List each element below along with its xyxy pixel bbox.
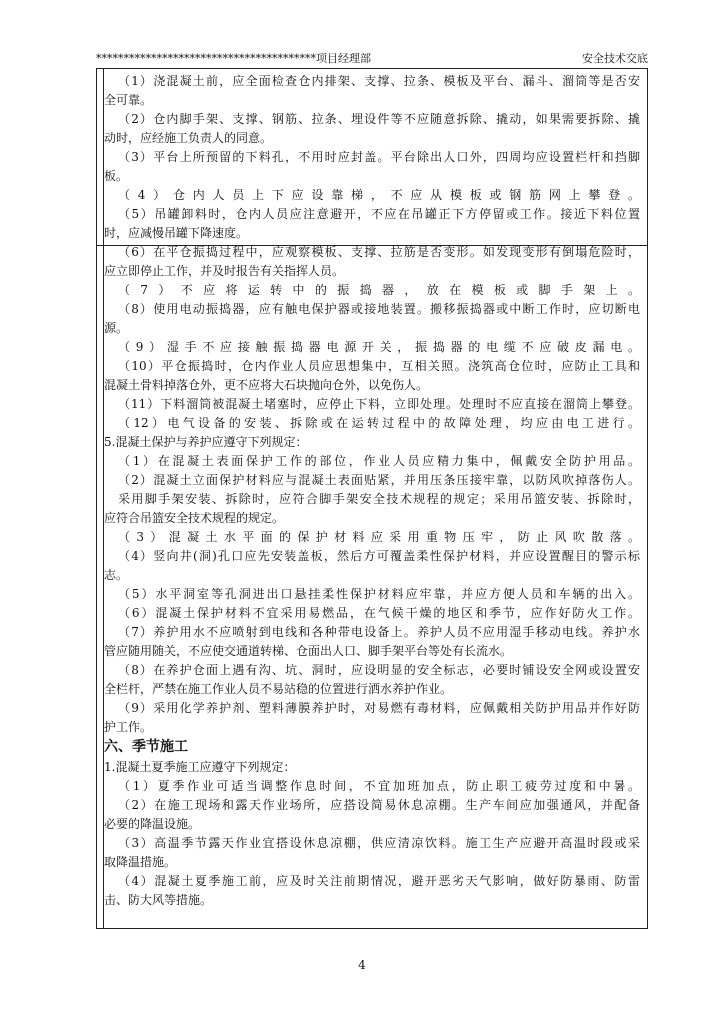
text-line: 源。 (104, 321, 129, 335)
text-line: （2）在施工现场和露天作业场所，应搭设简易休息凉棚。生产车间应加强通风，并配备 (118, 798, 640, 812)
text-line: （4）竖向井(洞)孔口应先安装盖板，然后方可覆盖柔性保护材料，并应设置醒目的警示标 (118, 549, 640, 563)
text-line: （1）夏季作业可适当调整作息时间，不宜加班加点，防止职工疲劳过度和中暑。 (118, 779, 640, 793)
header-doc-type: 安全技术交底 (582, 52, 648, 65)
text-line: （4）仓内人员上下应设靠梯，不应从模板或钢筋网上攀登。 (118, 188, 640, 202)
text-line: （9）采用化学养护剂、塑料薄膜养护时，对易燃有毒材料，应佩戴相关防护用品并作好防 (118, 701, 640, 715)
text-line: 管应随用随关，不应使交通道转梯、仓面出人口、脚手架平台等处有长流水。 (104, 644, 513, 658)
text-line: 击、防大风等措施。 (104, 893, 213, 907)
text-line: 全可靠。 (104, 93, 153, 107)
text-line: （2）仓内脚手架、支撑、钢筋、拉条、埋设件等不应随意拆除、撬动，如果需要拆除、撬 (118, 112, 640, 126)
page-number: 4 (358, 958, 366, 972)
text-line: （6）在平仓振捣过程中，应观察模板、支撑、拉筋是否变形。如发现变形有倒塌危险时， (118, 245, 640, 259)
text-line: 取降温措施。 (104, 855, 177, 869)
text-line: 5.混凝土保护与养护应遵守下列规定： (104, 435, 308, 449)
text-line: 时，应减慢吊罐下降速度。 (104, 226, 249, 240)
text-line: 混凝土骨料掉落仓外，更不应将大石块抛向仓外，以免伤人。 (104, 378, 429, 392)
text-line: （7）养护用水不应喷射到电线和各种带电设备上。养护人员不应用湿手移动电线。养护水 (118, 625, 640, 639)
section-summer-construction (104, 758, 640, 910)
text-line: （12）电气设备的安装、拆除或在运转过程中的故障处理，均应由电工进行。 (118, 416, 640, 430)
text-line: （5）吊罐卸料时，仓内人员应注意避开，不应在吊罐正下方停留或工作。接近下料位置 (118, 207, 640, 221)
text-line: 动时，应经施工负责人的同意。 (104, 131, 273, 145)
text-line: 志。 (104, 568, 129, 582)
text-line: （5）水平洞室等孔洞进出口悬挂柔性保护材料应牢靠，并应方便人员和车辆的出入。 (118, 587, 640, 601)
section-concrete-pouring-checks (104, 72, 640, 243)
text-line: （9）湿手不应接触振捣器电源开关，振捣器的电缆不应破皮漏电。 (118, 340, 640, 354)
text-line: （1）在混凝土表面保护工作的部位，作业人员应精力集中，佩戴安全防护用品。 (118, 454, 640, 468)
text-line: （2）混凝土立面保护材料应与混凝土表面贴紧，并用压条压接牢靠，以防风吹掉落伤人。 (118, 473, 640, 487)
text-line: （4）混凝土夏季施工前，应及时关注前期情况，避开恶劣天气影响，做好防暴雨、防雷 (118, 874, 640, 888)
text-line: 板。 (104, 169, 129, 183)
text-line: （3）高温季节露天作业宜搭设休息凉棚，供应清凉饮料。施工生产应避开高温时段或采 (118, 836, 640, 850)
text-line: （3）平台上所预留的下料孔，不用时应封盖。平台除出人口外，四周均应设置栏杆和挡脚 (118, 150, 640, 164)
text-line: （8）使用电动振捣器，应有触电保护器或接地装置。搬移振捣器或中断工作时，应切断电 (118, 302, 640, 316)
page-header (96, 52, 648, 69)
text-line: 应立即停止工作，并及时报告有关指挥人员。 (104, 264, 345, 278)
header-project-department: ****************************************项目经理部 (96, 52, 371, 65)
text-line: （6）混凝土保护材料不宜采用易燃品，在气候干燥的地区和季节，应作好防火工作。 (118, 606, 640, 620)
section-vibration-and-curing (104, 243, 640, 737)
text-line: 护工作。 (104, 720, 153, 734)
text-line: 应符合吊篮安全技术规程的规定。 (104, 511, 285, 525)
text-line: （10）平仓振捣时，仓内作业人员应思想集中，互相关照。浇筑高仓位时，应防止工具和 (118, 359, 640, 373)
text-line: 1.混凝土夏季施工应遵守下列规定： (104, 760, 296, 774)
text-line: 采用脚手架安装、拆除时，应符合脚手架安全技术规程的规定；采用吊篮安装、拆除时， (118, 492, 640, 506)
text-line: （7）不应将运转中的振捣器，放在模板或脚手架上。 (118, 283, 640, 297)
text-line: （3）混凝土水平面的保护材料应采用重物压牢，防止风吹散落。 (118, 530, 640, 544)
text-line: （8）在养护仓面上遇有沟、坑、洞时，应设明显的安全标志，必要时铺设安全网或设置安 (118, 663, 640, 677)
document-body (104, 72, 640, 910)
text-line: （11）下料溜筒被混凝土堵塞时，应停止下料，立即处理。处理时不应直接在溜筒上攀登。 (118, 397, 640, 411)
text-line: （1）浇混凝土前，应全面检查仓内排架、支撑、拉条、模板及平台、漏斗、溜筒等是否安 (118, 74, 640, 88)
section-heading-seasonal-construction: 六、季节施工 (104, 739, 188, 755)
text-line: 必要的降温设施。 (104, 817, 201, 831)
text-line: 全栏杆，严禁在施工作业人员不易站稳的位置进行洒水养护作业。 (104, 682, 453, 696)
